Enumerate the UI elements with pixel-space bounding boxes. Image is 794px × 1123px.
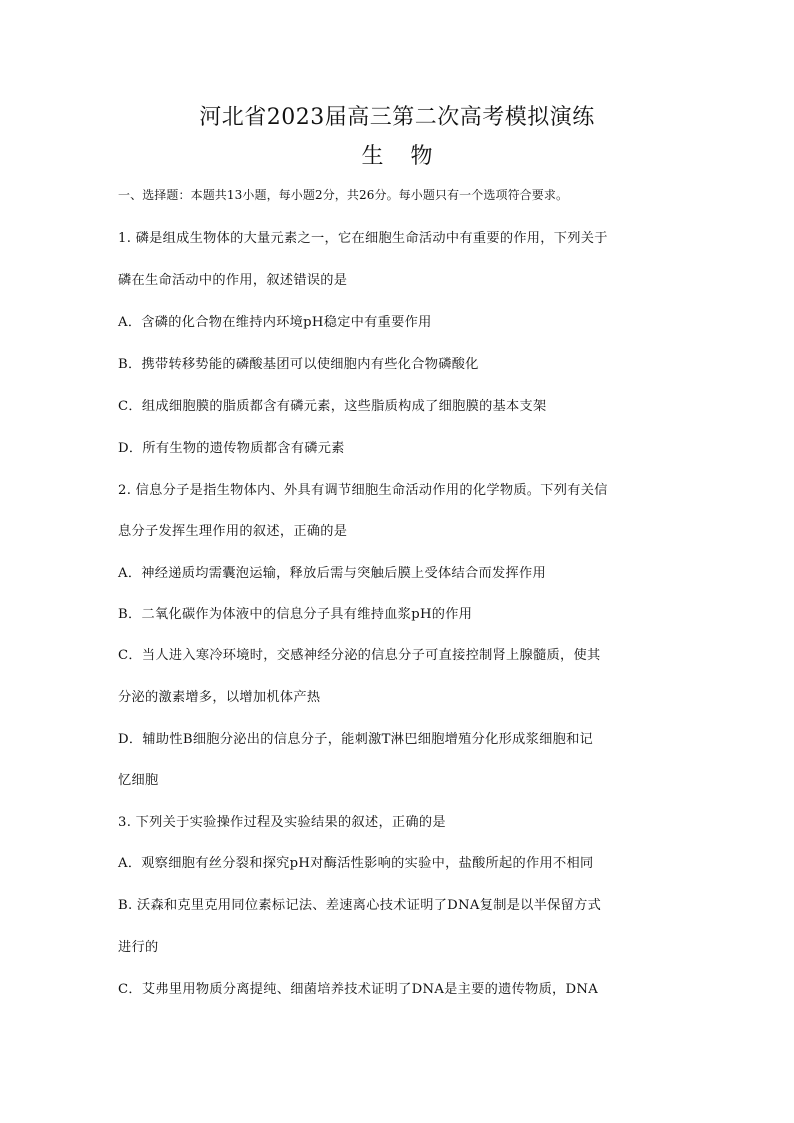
question-1-option-b: B．携带转移势能的磷酸基团可以使细胞内有些化合物磷酸化: [118, 357, 479, 372]
question-2-stem-line-2: 息分子发挥生理作用的叙述，正确的是: [118, 524, 348, 539]
question-2-option-d-line-2: 忆细胞: [118, 773, 159, 788]
question-2-option-d-line-1: D．辅助性B细胞分泌出的信息分子，能刺激T淋巴细胞增殖分化形成浆细胞和记: [118, 732, 594, 747]
exam-title: 河北省2023届高三第二次高考模拟演练: [199, 105, 595, 130]
section-heading: 一、选择题：本题共13小题，每小题2分，共26分。每小题只有一个选项符合要求。: [118, 188, 569, 202]
question-2-option-a: A．神经递质均需囊泡运输，释放后需与突触后膜上受体结合而发挥作用: [118, 566, 546, 581]
question-1-option-a: A．含磷的化合物在维持内环境pH稳定中有重要作用: [118, 315, 432, 330]
question-2-option-c-line-2: 分泌的激素增多，以增加机体产热: [118, 690, 321, 705]
subject-title: 生 物: [361, 144, 433, 169]
question-1-stem-line-1: 1. 磷是组成生物体的大量元素之一，它在细胞生命活动中有重要的作用，下列关于: [118, 231, 608, 246]
question-2-option-c-line-1: C．当人进入寒冷环境时，交感神经分泌的信息分子可直接控制肾上腺髓质，使其: [118, 648, 601, 663]
question-3-option-c-line-1: C．艾弗里用物质分离提纯、细菌培养技术证明了DNA是主要的遗传物质，DNA: [118, 982, 599, 997]
question-3-option-b-line-2: 进行的: [118, 940, 159, 955]
question-2-stem-line-1: 2. 信息分子是指生物体内、外具有调节细胞生命活动作用的化学物质。下列有关信: [118, 483, 608, 498]
question-3-stem: 3. 下列关于实验操作过程及实验结果的叙述，正确的是: [118, 815, 446, 830]
question-1-stem-line-2: 磷在生命活动中的作用，叙述错误的是: [118, 273, 348, 288]
question-1-option-d: D．所有生物的遗传物质都含有磷元素: [118, 441, 345, 456]
question-2-option-b: B．二氧化碳作为体液中的信息分子具有维持血浆pH的作用: [118, 607, 473, 622]
question-3-option-b-line-1: B. 沃森和克里克用同位素标记法、差速离心技术证明了DNA复制是以半保留方式: [118, 898, 602, 913]
question-1-option-c: C．组成细胞膜的脂质都含有磷元素，这些脂质构成了细胞膜的基本支架: [118, 399, 547, 414]
question-3-option-a: A．观察细胞有丝分裂和探究pH对酶活性影响的实验中，盐酸所起的作用不相同: [118, 856, 594, 871]
